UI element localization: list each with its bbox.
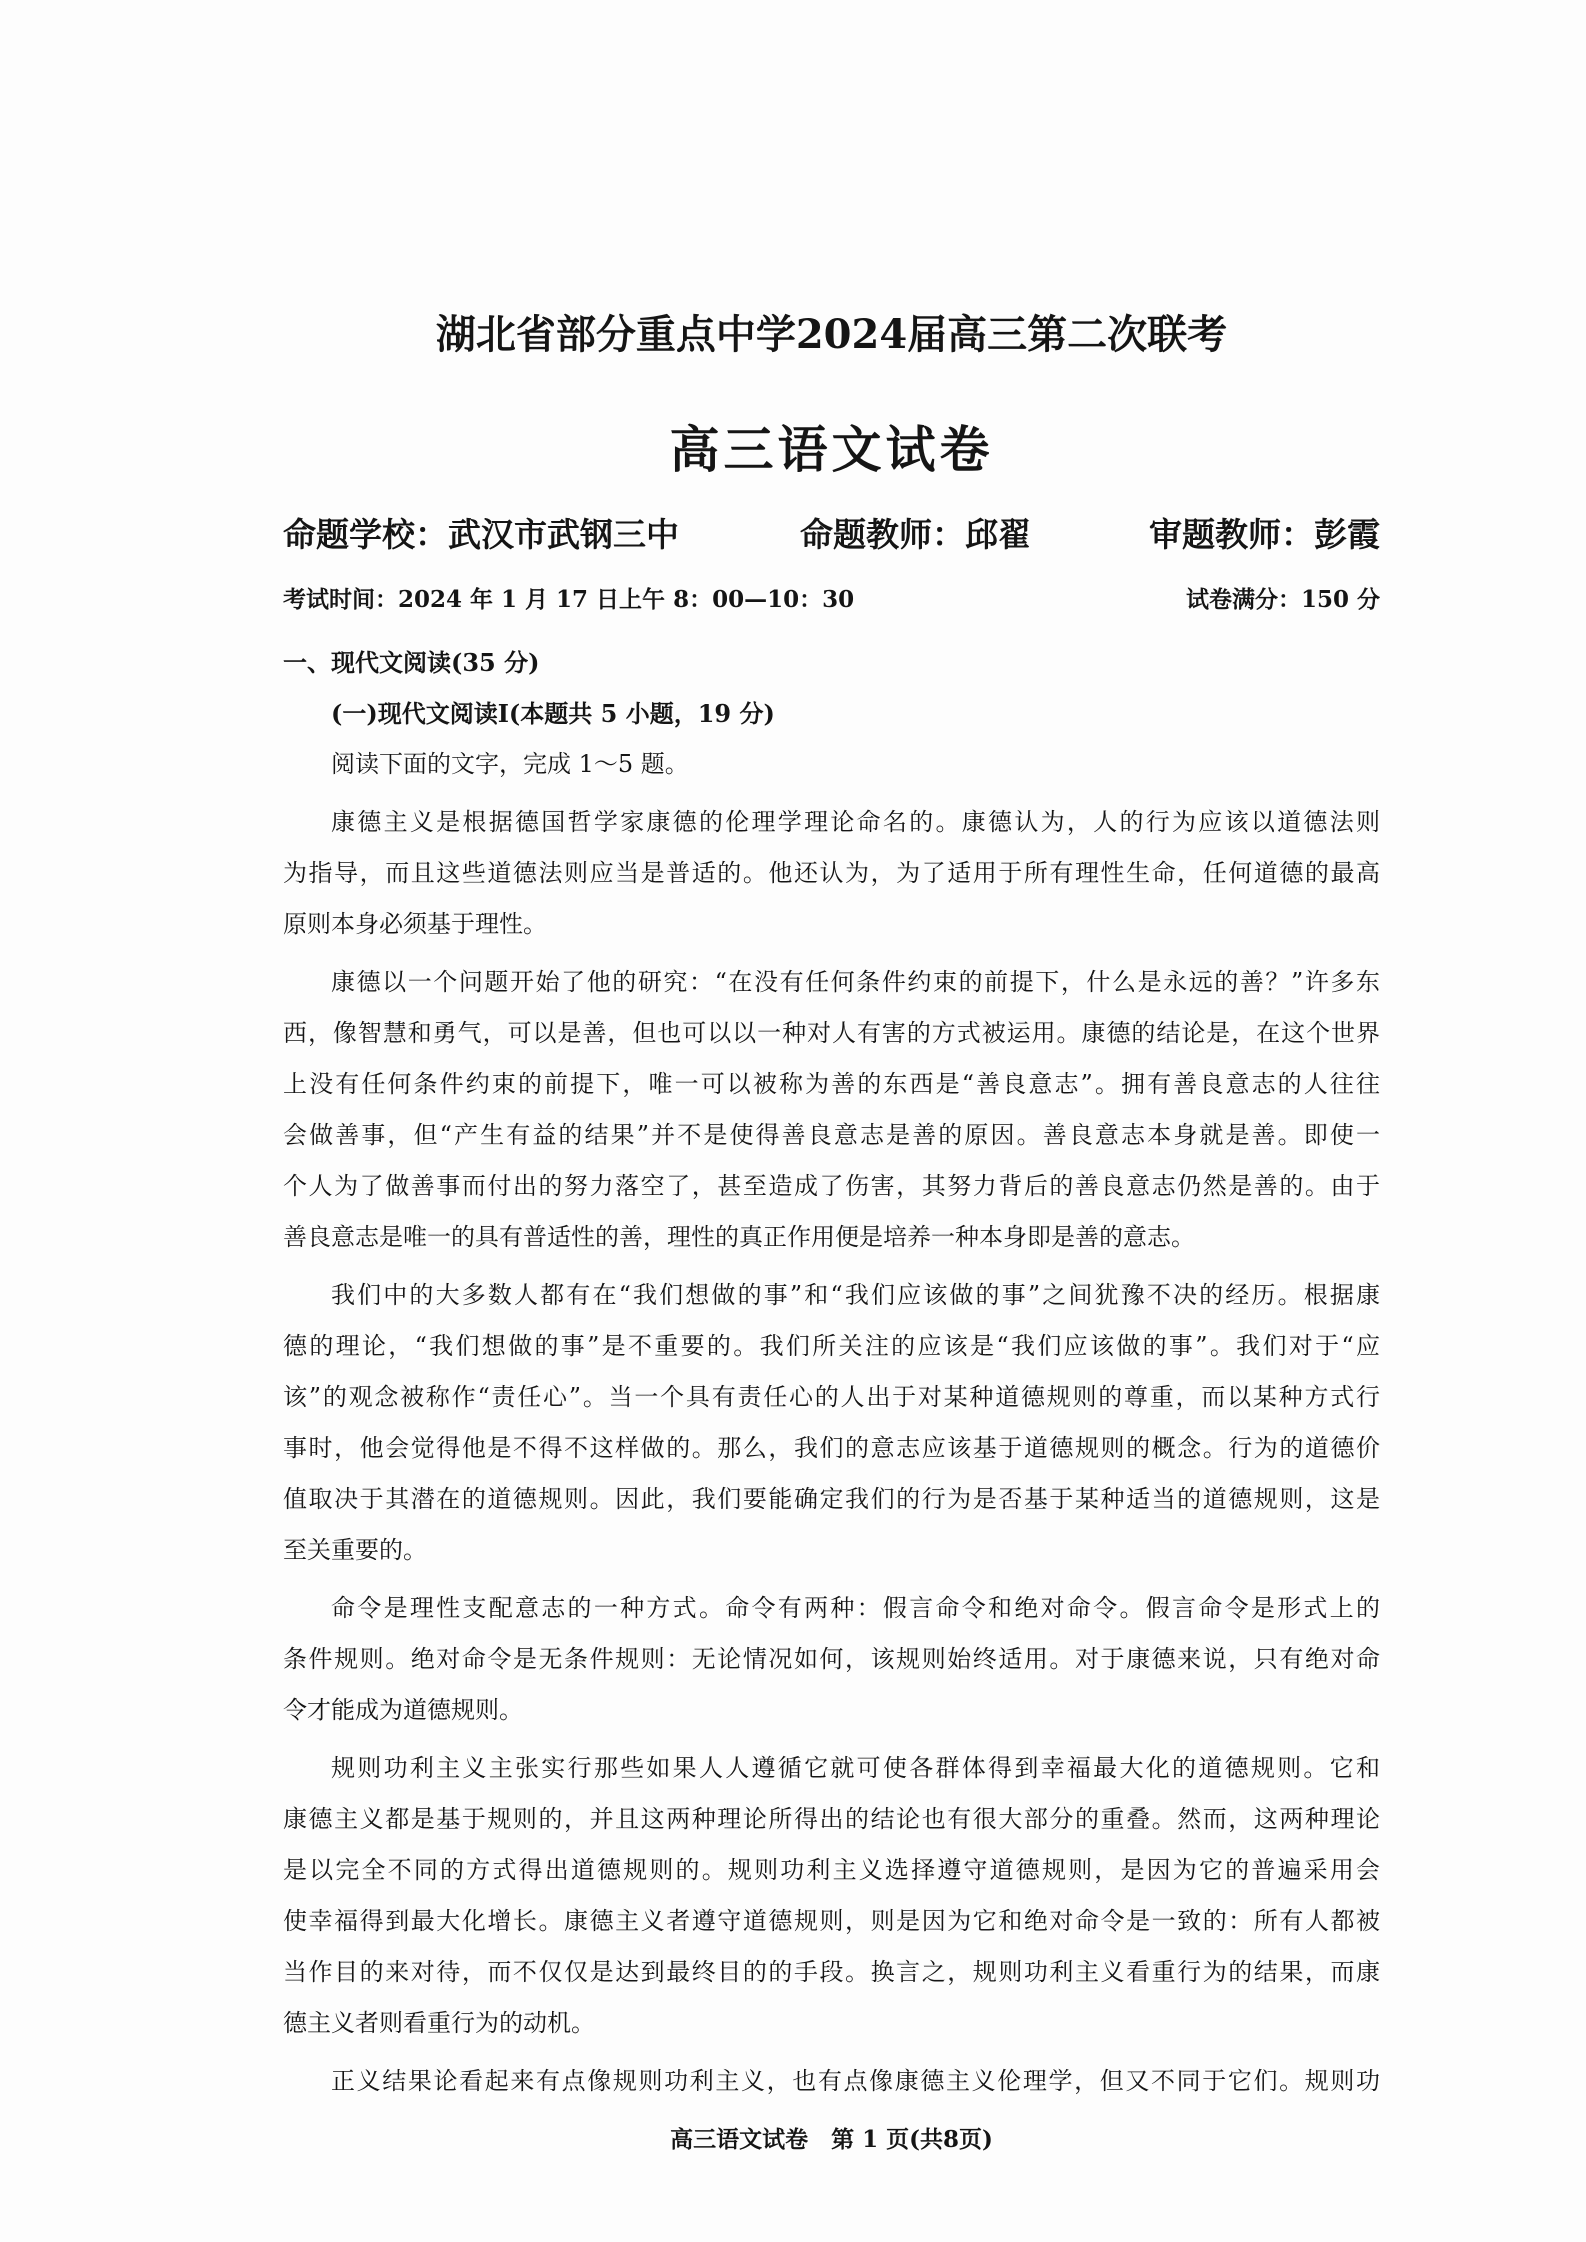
passage-line: 德的理论，“我们想做的事”是不重要的。我们所关注的应该是“我们应该做的事”。我们对于“应 bbox=[283, 1332, 1380, 1360]
question-setter: 命题教师：邱翟 bbox=[800, 515, 1031, 554]
passage-line: 我们中的大多数人都有在“我们想做的事”和“我们应该做的事”之间犹豫不决的经历。根据康 bbox=[331, 1281, 1380, 1309]
reading-instruction: 阅读下面的文字，完成 1～5 题。 bbox=[331, 750, 689, 778]
passage-line: 为指导，而且这些道德法则应当是普适的。他还认为，为了适用于所有理性生命，任何道德的最高 bbox=[283, 859, 1380, 887]
passage-line: 德主义者则看重行为的动机。 bbox=[283, 2009, 595, 2037]
passage-line: 正义结果论看起来有点像规则功利主义，也有点像康德主义伦理学，但又不同于它们。规则功 bbox=[331, 2067, 1380, 2095]
passage-line: 原则本身必须基于理性。 bbox=[283, 910, 547, 938]
passage-paragraph bbox=[283, 797, 1380, 950]
passage-line: 该”的观念被称作“责任心”。当一个具有责任心的人出于对某种道德规则的尊重，而以某种方式行 bbox=[283, 1383, 1380, 1411]
passage-line: 规则功利主义主张实行那些如果人人遵循它就可使各群体得到幸福最大化的道德规则。它和 bbox=[331, 1754, 1380, 1782]
passage-paragraph bbox=[283, 1270, 1380, 1576]
passage-line: 令才能成为道德规则。 bbox=[283, 1696, 523, 1724]
passage-line: 善良意志是唯一的具有普适性的善，理性的真正作用便是培养一种本身即是善的意志。 bbox=[283, 1223, 1195, 1251]
page-footer: 高三语文试卷 第 1 页(共8页) bbox=[670, 2126, 993, 2153]
passage-line: 使幸福得到最大化增长。康德主义者遵守道德规则，则是因为它和绝对命令是一致的：所有人都被 bbox=[283, 1907, 1380, 1935]
passage-line: 值取决于其潜在的道德规则。因此，我们要能确定我们的行为是否基于某种适当的道德规则，这是 bbox=[283, 1485, 1380, 1513]
passage-line: 康德主义是根据德国哲学家康德的伦理学理论命名的。康德认为，人的行为应该以道德法则 bbox=[331, 808, 1380, 836]
question-reviewer: 审题教师：彭霞 bbox=[1149, 515, 1380, 554]
exam-time: 考试时间：2024 年 1 月 17 日上午 8：00—10：30 bbox=[283, 586, 855, 613]
passage-paragraph bbox=[283, 957, 1380, 1263]
setting-school: 命题学校：武汉市武钢三中 bbox=[283, 515, 679, 554]
paper-title: 高三语文试卷 bbox=[669, 420, 994, 479]
section-title: 一、现代文阅读(35 分) bbox=[283, 648, 540, 677]
passage-line: 上没有任何条件约束的前提下，唯一可以被称为善的东西是“善良意志”。拥有善良意志的人往往 bbox=[283, 1070, 1380, 1098]
exam-content bbox=[283, 637, 1380, 2107]
passage-line: 命令是理性支配意志的一种方式。命令有两种：假言命令和绝对命令。假言命令是形式上的 bbox=[331, 1594, 1380, 1622]
passage-line: 是以完全不同的方式得出道德规则的。规则功利主义选择遵守道德规则，是因为它的普遍采用会 bbox=[283, 1856, 1380, 1884]
passage-line: 西，像智慧和勇气，可以是善，但也可以以一种对人有害的方式被运用。康德的结论是，在这个世界 bbox=[283, 1019, 1380, 1047]
passage-line: 至关重要的。 bbox=[283, 1536, 427, 1564]
subsection-title: (一)现代文阅读Ⅰ(本题共 5 小题，19 分) bbox=[331, 699, 775, 728]
exam-title: 湖北省部分重点中学2024届高三第二次联考 bbox=[435, 311, 1228, 358]
full-score: 试卷满分：150 分 bbox=[1185, 586, 1380, 613]
passage-line: 康德以一个问题开始了他的研究：“在没有任何条件约束的前提下，什么是永远的善？”许多东 bbox=[331, 968, 1380, 996]
passage-paragraph bbox=[283, 1583, 1380, 1736]
passage-paragraph bbox=[283, 1743, 1380, 2049]
passage-line: 条件规则。绝对命令是无条件规则：无论情况如何，该规则始终适用。对于康德来说，只有绝对命 bbox=[283, 1645, 1380, 1673]
passage-line: 康德主义都是基于规则的，并且这两种理论所得出的结论也有很大部分的重叠。然而，这两种理论 bbox=[283, 1805, 1380, 1833]
passage-line: 会做善事，但“产生有益的结果”并不是使得善良意志是善的原因。善良意志本身就是善。即使一 bbox=[283, 1121, 1380, 1149]
passage-paragraph bbox=[283, 2056, 1380, 2107]
passage-line: 事时，他会觉得他是不得不这样做的。那么，我们的意志应该基于道德规则的概念。行为的道德价 bbox=[283, 1434, 1380, 1462]
passage-line: 个人为了做善事而付出的努力落空了，甚至造成了伤害，其努力背后的善良意志仍然是善的。由于 bbox=[283, 1172, 1380, 1200]
passage-line: 当作目的来对待，而不仅仅是达到最终目的的手段。换言之，规则功利主义看重行为的结果，而康 bbox=[283, 1958, 1380, 1986]
